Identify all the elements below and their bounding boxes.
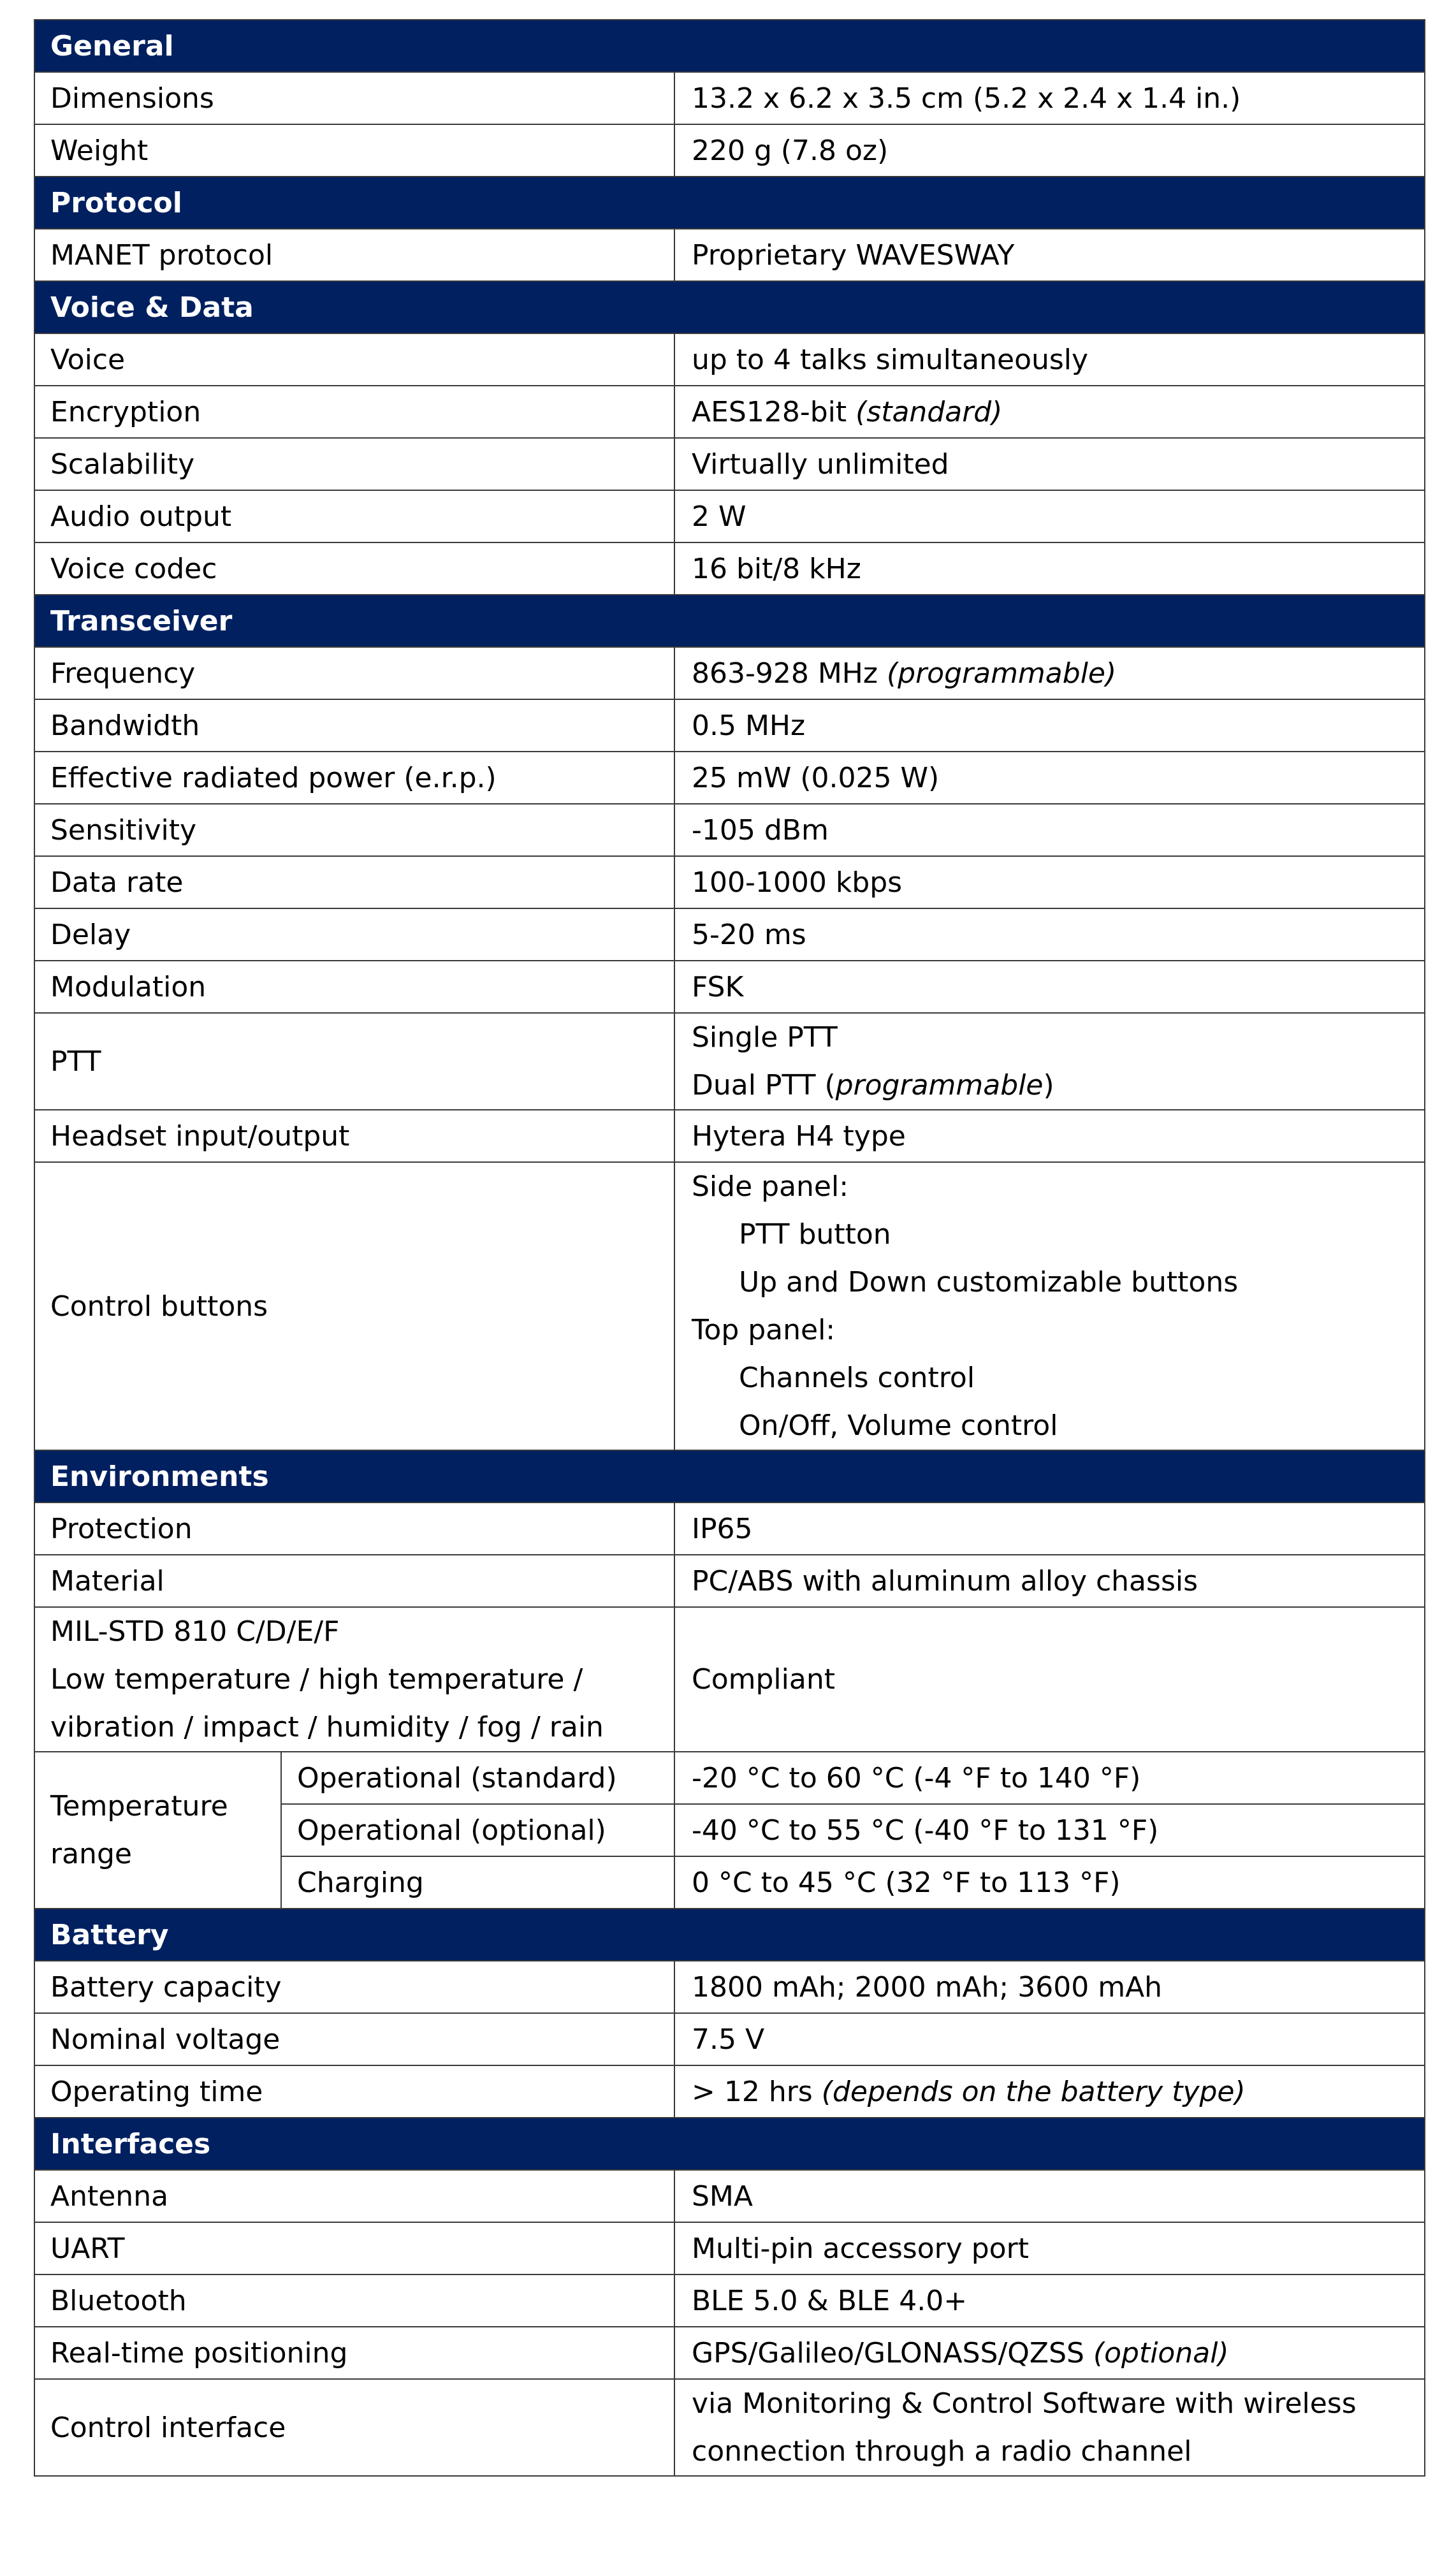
- row-value: -40 °C to 55 °C (-40 °F to 131 °F): [674, 1804, 1425, 1856]
- table-row: [34, 124, 1425, 177]
- row-label: Modulation: [34, 961, 674, 1013]
- value-text: > 12 hrs: [692, 2075, 813, 2108]
- row-label: [34, 1607, 674, 1752]
- section-header-general: [34, 20, 1425, 72]
- row-value: [674, 386, 1425, 438]
- row-value: 5-20 ms: [674, 908, 1425, 961]
- row-value: [674, 1162, 1425, 1450]
- row-label: Operating time: [34, 2065, 674, 2118]
- row-label: Battery capacity: [34, 1961, 674, 2013]
- table-row: [34, 490, 1425, 542]
- section-header-interfaces: [34, 2118, 1425, 2170]
- value-text: AES128-bit: [692, 395, 847, 428]
- row-value: BLE 5.0 & BLE 4.0+: [674, 2274, 1425, 2327]
- row-value: 2 W: [674, 490, 1425, 542]
- table-row: [34, 2013, 1425, 2065]
- side-panel-heading: Side panel:: [692, 1170, 849, 1203]
- section-header-environments: [34, 1450, 1425, 1503]
- table-row: [34, 542, 1425, 595]
- row-value: SMA: [674, 2170, 1425, 2222]
- row-label: Bandwidth: [34, 699, 674, 752]
- list-item-text: Up and Down customizable buttons: [739, 1266, 1239, 1299]
- row-label: Control buttons: [34, 1162, 674, 1450]
- row-value: 220 g (7.8 oz): [674, 124, 1425, 177]
- table-row: [34, 333, 1425, 386]
- list-item-text: On/Off, Volume control: [739, 1409, 1058, 1442]
- row-label: Protection: [34, 1503, 674, 1555]
- table-row-ptt: [34, 1013, 1425, 1110]
- row-label: MANET protocol: [34, 229, 674, 281]
- row-label: Frequency: [34, 647, 674, 699]
- row-label: Sensitivity: [34, 804, 674, 856]
- ptt-dual: [692, 1061, 1424, 1109]
- row-value: [674, 2379, 1425, 2476]
- label-line: MIL-STD 810 C/D/E/F: [50, 1615, 340, 1648]
- ptt-dual-note: programmable: [835, 1069, 1044, 1102]
- row-label: Dimensions: [34, 72, 674, 124]
- sub-label: Charging: [281, 1856, 674, 1909]
- table-row: [34, 908, 1425, 961]
- label-line: Low temperature / high temperature /: [50, 1663, 583, 1696]
- row-value: [674, 2327, 1425, 2379]
- row-label: Audio output: [34, 490, 674, 542]
- table-row: [34, 2274, 1425, 2327]
- row-label: Scalability: [34, 438, 674, 490]
- table-row: [34, 2170, 1425, 2222]
- row-value: up to 4 talks simultaneously: [674, 333, 1425, 386]
- value-note: (programmable): [886, 657, 1117, 690]
- row-label: Material: [34, 1555, 674, 1607]
- value-text: GPS/Galileo/GLONASS/QZSS: [692, 2336, 1084, 2369]
- row-value: 16 bit/8 kHz: [674, 542, 1425, 595]
- table-row: [34, 72, 1425, 124]
- row-value: Multi-pin accessory port: [674, 2222, 1425, 2274]
- row-label: Nominal voltage: [34, 2013, 674, 2065]
- row-label: Weight: [34, 124, 674, 177]
- table-row: [34, 961, 1425, 1013]
- label-line: vibration / impact / humidity / fog / rain: [50, 1711, 604, 1743]
- spec-table: [34, 19, 1425, 2477]
- row-label-temperature: Temperature range: [34, 1752, 281, 1909]
- table-row-control-buttons: [34, 1162, 1425, 1450]
- list-item-text: Channels control: [739, 1362, 975, 1394]
- value-note: (depends on the battery type): [821, 2075, 1246, 2108]
- section-title: Protocol: [34, 177, 1425, 229]
- row-value: 13.2 x 6.2 x 3.5 cm (5.2 x 2.4 x 1.4 in.): [674, 72, 1425, 124]
- section-header-battery: [34, 1909, 1425, 1961]
- table-row-control-interface: [34, 2379, 1425, 2476]
- row-label: Bluetooth: [34, 2274, 674, 2327]
- top-panel-heading: Top panel:: [692, 1314, 836, 1346]
- table-row: [34, 647, 1425, 699]
- row-value: Proprietary WAVESWAY: [674, 229, 1425, 281]
- section-title: Battery: [34, 1909, 1425, 1961]
- section-title: Environments: [34, 1450, 1425, 1503]
- table-row: [34, 2065, 1425, 2118]
- row-label: Antenna: [34, 2170, 674, 2222]
- table-row: [34, 752, 1425, 804]
- row-label: Delay: [34, 908, 674, 961]
- table-row: [34, 229, 1425, 281]
- sub-label: Operational (optional): [281, 1804, 674, 1856]
- value-text: 863-928 MHz: [692, 657, 878, 690]
- table-row: [34, 699, 1425, 752]
- row-label: PTT: [34, 1013, 674, 1110]
- section-title: Transceiver: [34, 595, 1425, 647]
- row-label: Voice: [34, 333, 674, 386]
- list-item: [692, 1354, 1424, 1402]
- row-label: Encryption: [34, 386, 674, 438]
- row-value: 0.5 MHz: [674, 699, 1425, 752]
- table-row: [34, 804, 1425, 856]
- table-row: [34, 1555, 1425, 1607]
- ptt-single: Single PTT: [692, 1021, 838, 1054]
- row-value: [674, 2065, 1425, 2118]
- section-title: General: [34, 20, 1425, 72]
- value-note: (standard): [855, 395, 1003, 428]
- list-item: [692, 1211, 1424, 1258]
- ptt-dual-close: ): [1043, 1069, 1054, 1102]
- row-label: Headset input/output: [34, 1110, 674, 1162]
- table-row: [34, 1110, 1425, 1162]
- section-title: Interfaces: [34, 2118, 1425, 2170]
- row-value: -105 dBm: [674, 804, 1425, 856]
- value-line: connection through a radio channel: [692, 2435, 1192, 2468]
- row-value: 0 °C to 45 °C (32 °F to 113 °F): [674, 1856, 1425, 1909]
- table-row-temperature: [34, 1752, 1425, 1804]
- row-value: 7.5 V: [674, 2013, 1425, 2065]
- section-header-voice-data: [34, 281, 1425, 333]
- table-row: [34, 386, 1425, 438]
- value-line: via Monitoring & Control Software with wireless: [692, 2387, 1357, 2420]
- row-label: Voice codec: [34, 542, 674, 595]
- table-row: [34, 1961, 1425, 2013]
- row-value: PC/ABS with aluminum alloy chassis: [674, 1555, 1425, 1607]
- row-value: 100-1000 kbps: [674, 856, 1425, 908]
- list-item: [692, 1402, 1424, 1450]
- row-label: Real-time positioning: [34, 2327, 674, 2379]
- table-row-mil-std: [34, 1607, 1425, 1752]
- value-note: (optional): [1093, 2336, 1229, 2369]
- table-row: [34, 856, 1425, 908]
- ptt-dual-text: Dual PTT (: [692, 1069, 836, 1102]
- row-value: Virtually unlimited: [674, 438, 1425, 490]
- row-label: Control interface: [34, 2379, 674, 2476]
- row-label: Effective radiated power (e.r.p.): [34, 752, 674, 804]
- table-row: [34, 2327, 1425, 2379]
- row-label: UART: [34, 2222, 674, 2274]
- table-row: [34, 2222, 1425, 2274]
- row-value: 25 mW (0.025 W): [674, 752, 1425, 804]
- row-label: Data rate: [34, 856, 674, 908]
- table-row: [34, 438, 1425, 490]
- list-item: [692, 1258, 1424, 1306]
- row-value: Hytera H4 type: [674, 1110, 1425, 1162]
- row-value: [674, 647, 1425, 699]
- table-row: [34, 1503, 1425, 1555]
- row-value: IP65: [674, 1503, 1425, 1555]
- section-title: Voice & Data: [34, 281, 1425, 333]
- row-value: 1800 mAh; 2000 mAh; 3600 mAh: [674, 1961, 1425, 2013]
- row-value: FSK: [674, 961, 1425, 1013]
- row-value: Compliant: [674, 1607, 1425, 1752]
- row-value: [674, 1013, 1425, 1110]
- section-header-protocol: [34, 177, 1425, 229]
- section-header-transceiver: [34, 595, 1425, 647]
- row-value: -20 °C to 60 °C (-4 °F to 140 °F): [674, 1752, 1425, 1804]
- list-item-text: PTT button: [739, 1218, 891, 1251]
- sub-label: Operational (standard): [281, 1752, 674, 1804]
